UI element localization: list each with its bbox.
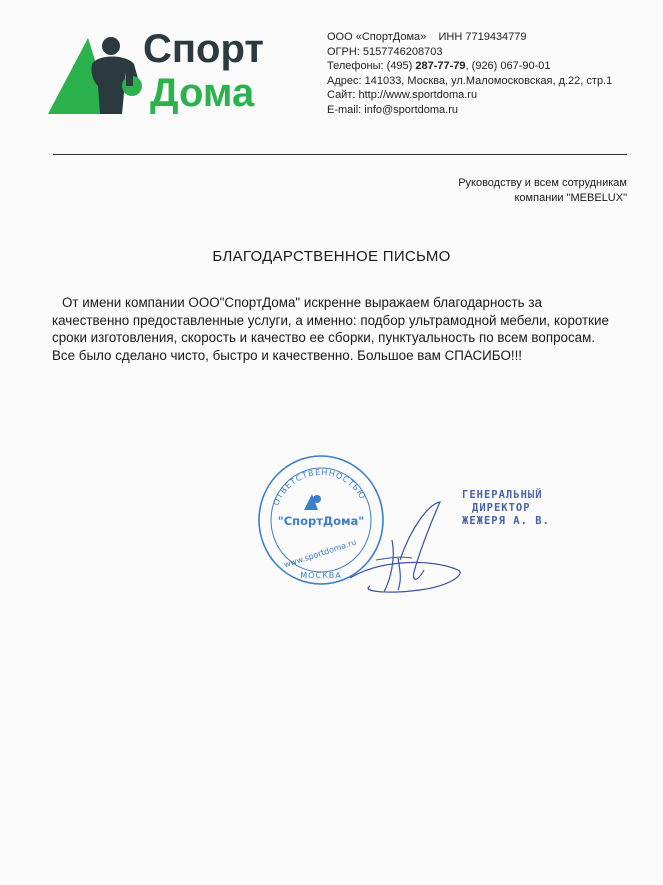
letter-body <box>52 294 632 364</box>
company-name: ООО «СпортДома» <box>327 31 427 43</box>
director-signature <box>340 500 470 610</box>
phones-mobile: , (926) 067-90-01 <box>465 60 551 73</box>
director-name: ЖЕЖЕРЯ А. В. <box>462 515 550 527</box>
company-inn: ИНН 7719434779 <box>438 31 527 43</box>
stamp-city: МОСКВА <box>300 571 342 580</box>
body-line-4: Все было сделано чисто, быстро и качественно. Большое вам СПАСИБО!!! <box>52 347 523 363</box>
company-ogrn: ОГРН: 5157746208703 <box>327 45 443 58</box>
logo-word-doma: Дома <box>150 71 255 115</box>
company-contacts <box>327 30 612 118</box>
addressee-line-2: компании "MEBELUX" <box>514 191 627 204</box>
addressee-line-1: Руководству и всем сотрудникам <box>458 177 627 189</box>
phones-prefix: Телефоны: (495) <box>327 60 416 73</box>
body-line-2: качественно предоставленные услуги, а именно: подбор ультрамодной мебели, короткие <box>52 312 609 328</box>
logo-word-sport: Спорт <box>143 27 264 71</box>
stamp-logo-icon <box>304 494 321 510</box>
director-title-1: ГЕНЕРАЛЬНЫЙ <box>462 489 543 501</box>
stamp-url: www.sportdoma.ru <box>282 537 358 570</box>
addressee <box>458 176 627 205</box>
company-phones <box>327 59 612 74</box>
phones-main: 287-77-79 <box>415 60 466 73</box>
contacts-company-line <box>327 30 612 45</box>
company-site: Сайт: http://www.sportdoma.ru <box>327 89 478 102</box>
letter-title: БЛАГОДАРСТВЕННОЕ ПИСЬМО <box>212 248 451 265</box>
body-line-3: сроки изготовления, скорость и качество ее сборки, пунктуальность по всем вопросам. <box>52 330 596 346</box>
stamp-center-text: "СпортДома" <box>277 514 365 528</box>
director-title-2: ДИРЕКТОР <box>472 502 531 514</box>
company-address: Адрес: 141033, Москва, ул.Маломосковская, д.22, стр.1 <box>327 74 613 87</box>
director-block <box>462 489 550 528</box>
stamp-top-text: ОТВЕТСТВЕННОСТЬЮ <box>271 467 368 507</box>
company-email: E-mail: info@sportdoma.ru <box>327 103 458 116</box>
header-divider <box>53 154 627 155</box>
body-line-1: От имени компании ООО"СпортДома" искренне выражаем благодарность за <box>62 295 542 310</box>
